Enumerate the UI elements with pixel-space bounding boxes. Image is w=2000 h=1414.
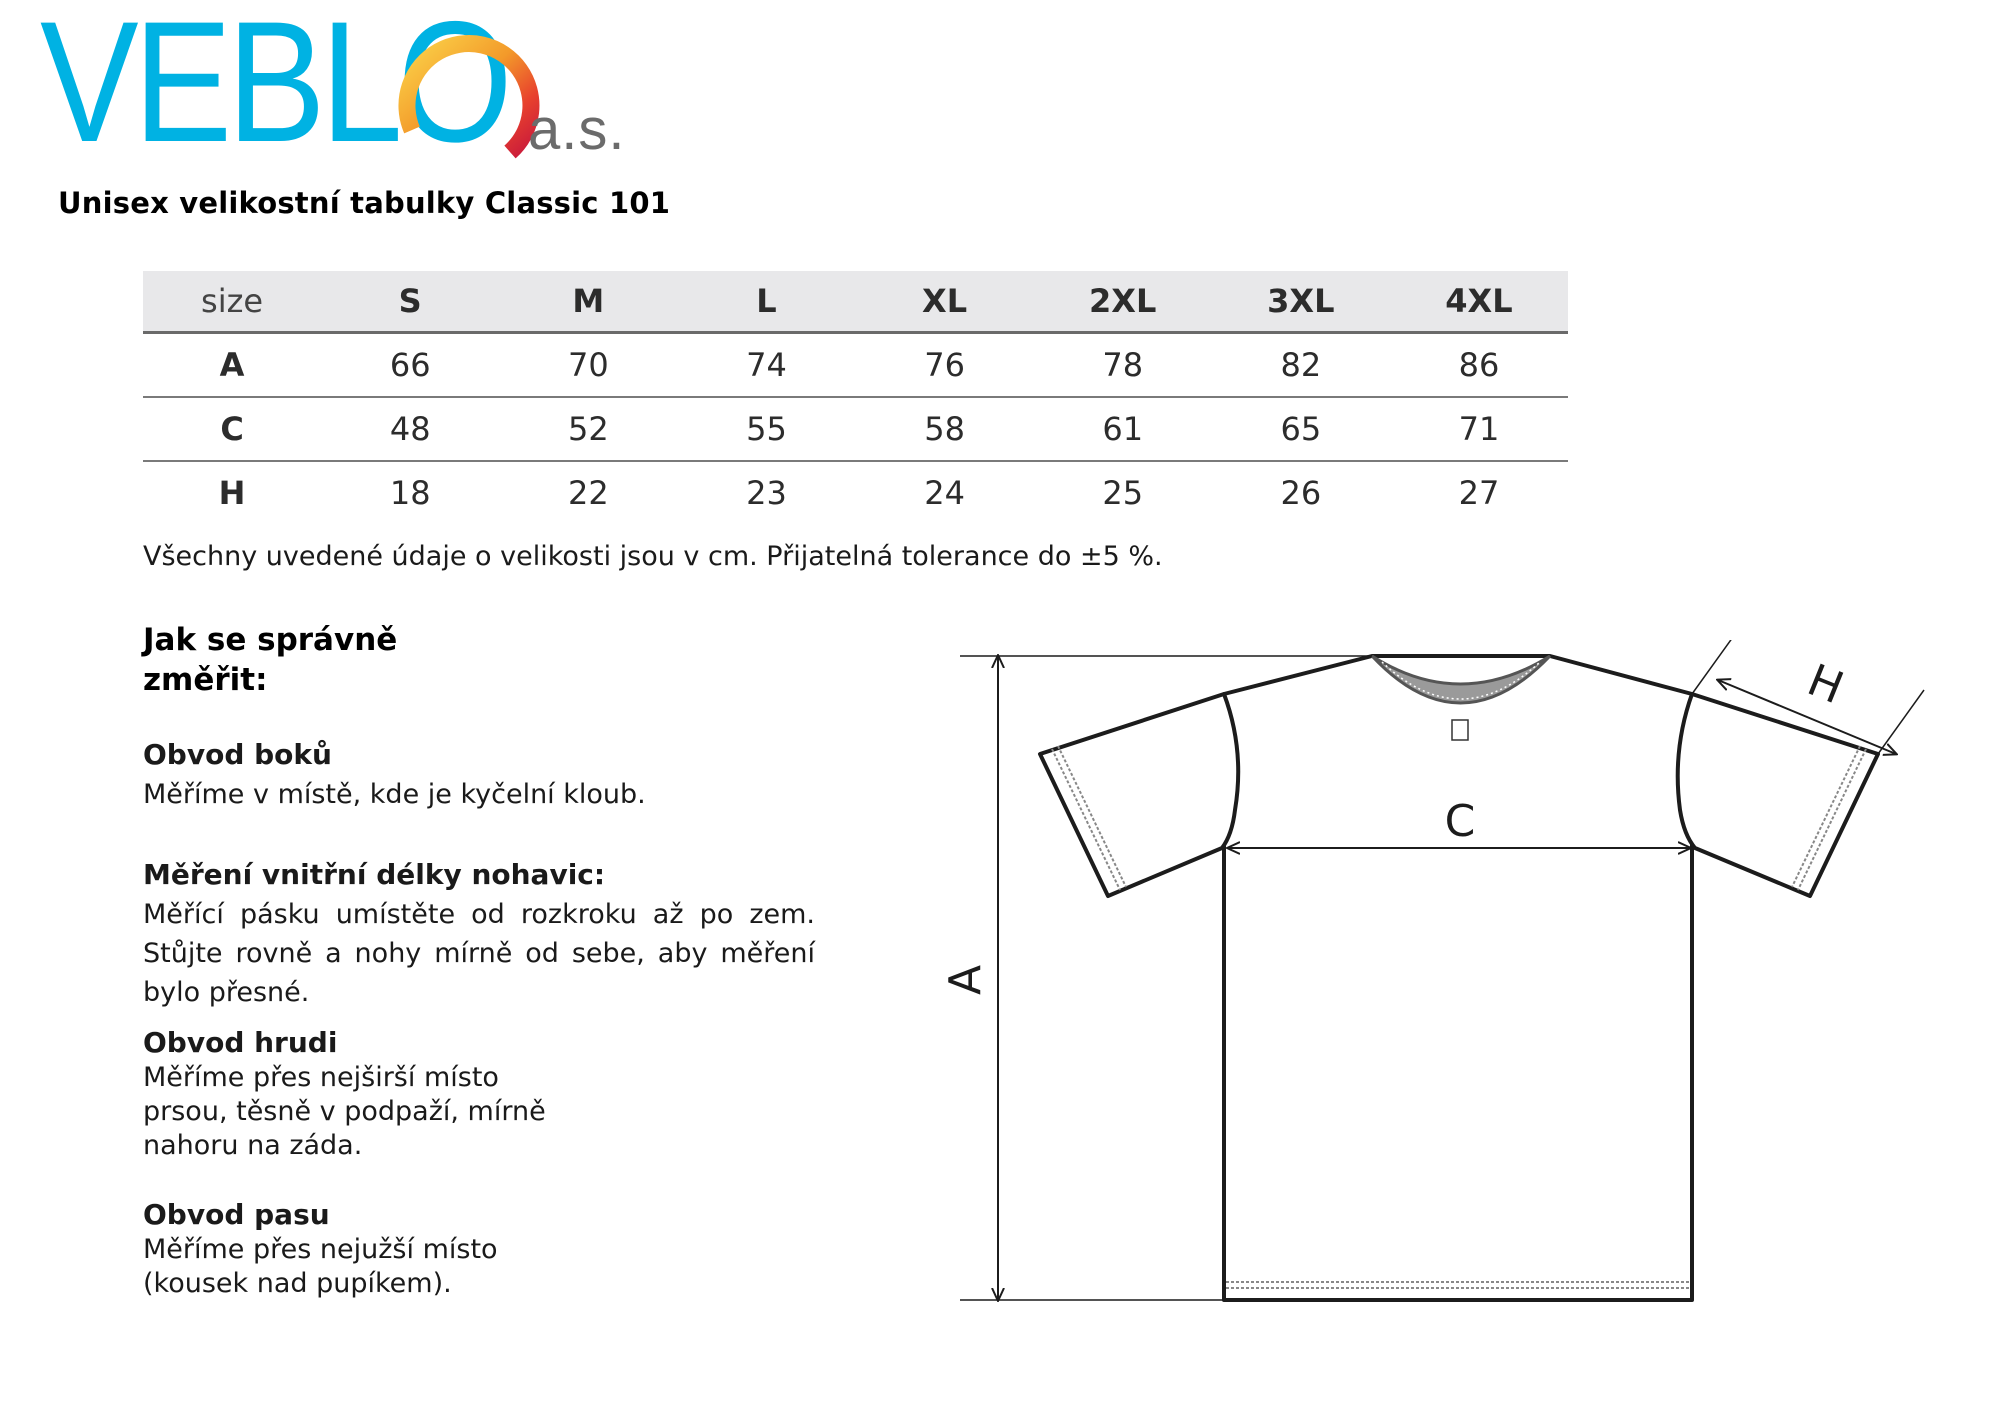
column-header: 3XL — [1212, 271, 1390, 333]
column-header: 4XL — [1390, 271, 1568, 333]
section-title: Obvod pasu — [143, 1198, 330, 1231]
table-cell: 25 — [1102, 474, 1144, 512]
label-a: A — [940, 964, 991, 996]
column-header: S — [321, 271, 499, 333]
table-cell: 65 — [1280, 410, 1322, 448]
section-body — [143, 1233, 563, 1301]
section-title: Měření vnitřní délky nohavic: — [143, 858, 606, 891]
table-cell: 23 — [746, 474, 787, 512]
guide-heading-line: změřit: — [143, 662, 268, 698]
table-cell: 24 — [924, 474, 965, 512]
row-label: H — [218, 474, 246, 512]
section-body-line: prsou, těsně v podpaží, mírně — [143, 1096, 546, 1127]
logo-suffix: a.s. — [528, 97, 626, 162]
column-header: XL — [856, 271, 1034, 333]
table-cell: 22 — [567, 474, 609, 512]
guide-section-chest — [143, 1025, 813, 1163]
table-cell: 58 — [924, 410, 965, 448]
company-logo — [40, 0, 640, 178]
table-cell: 78 — [1102, 346, 1144, 384]
column-header: M — [499, 271, 677, 333]
table-cell: 27 — [1458, 474, 1500, 512]
section-body: Měřící pásku umístěte od rozkroku až po zem. Stůjte rovně a nohy mírně od sebe, aby měření bylo přesné. — [143, 899, 815, 1008]
table-cell: 61 — [1102, 410, 1144, 448]
section-body — [143, 1061, 563, 1163]
section-body-line: Měříme přes nejširší místo — [143, 1062, 499, 1093]
column-header: L — [677, 271, 855, 333]
column-header: 2XL — [1034, 271, 1212, 333]
tshirt-measurement-diagram — [940, 640, 1940, 1360]
page-title: Unisex velikostní tabulky Classic 101 — [58, 186, 671, 220]
table-cell: 18 — [389, 474, 431, 512]
logo-wordmark: VEBLO — [40, 0, 508, 178]
table-cell: 74 — [746, 346, 787, 384]
table-row — [143, 333, 1568, 398]
size-table — [143, 271, 1568, 524]
guide-heading-line: Jak se správně — [143, 622, 398, 658]
table-cell: 86 — [1458, 346, 1500, 384]
section-title: Obvod hrudi — [143, 1026, 338, 1059]
table-cell: 82 — [1280, 346, 1322, 384]
size-note: Všechny uvedené údaje o velikosti jsou v cm. Přijatelná tolerance do ±5 %. — [143, 541, 1163, 572]
table-cell: 55 — [746, 410, 787, 448]
row-label: A — [219, 346, 245, 384]
section-body-line: nahoru na záda. — [143, 1130, 363, 1161]
row-label: C — [220, 410, 244, 448]
section-body-line: Měříme přes nejužší místo — [143, 1234, 498, 1265]
tshirt-left-sleeve — [1040, 694, 1238, 896]
table-cell: 70 — [567, 346, 609, 384]
table-cell: 76 — [924, 346, 965, 384]
label-h: H — [1800, 654, 1851, 715]
guide-section-waist — [143, 1197, 813, 1301]
section-body-line: (kousek nad pupíkem). — [143, 1268, 452, 1299]
table-cell: 26 — [1280, 474, 1322, 512]
table-cell: 52 — [567, 410, 609, 448]
tshirt-right-sleeve — [1678, 694, 1878, 896]
collar-tag — [1452, 720, 1468, 740]
table-cell: 71 — [1458, 410, 1500, 448]
table-cell: 48 — [389, 410, 431, 448]
table-cell: 66 — [389, 346, 431, 384]
tshirt-body — [1224, 656, 1692, 1300]
section-body: Měříme v místě, kde je kyčelní kloub. — [143, 779, 646, 810]
extension-line — [1878, 690, 1924, 754]
section-title: Obvod boků — [143, 738, 332, 771]
table-row — [143, 461, 1568, 524]
guide-section-hips — [143, 737, 813, 813]
column-header-size: size — [143, 271, 321, 333]
guide-section-inseam — [143, 857, 815, 1012]
label-c: C — [1444, 796, 1476, 847]
table-header-row — [143, 271, 1568, 333]
guide-heading — [143, 620, 443, 700]
table-row — [143, 397, 1568, 461]
